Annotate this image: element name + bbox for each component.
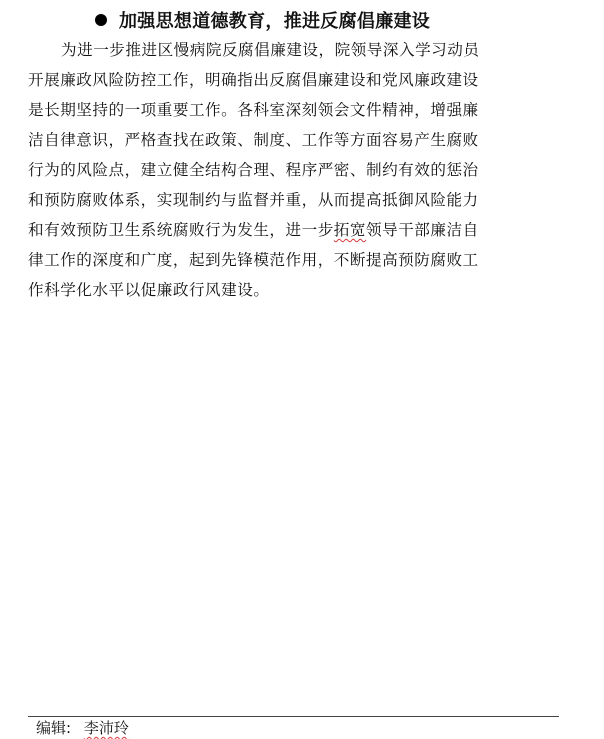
- editor-name: 李沛玲: [83, 719, 129, 737]
- paragraph-line: 洁自律意识，严格查找在政策、制度、工作等方面容易产生腐败: [28, 131, 479, 149]
- paragraph-line: 为进一步推进区慢病院反腐倡廉建设，院领导深入学习动员: [61, 41, 480, 59]
- paragraph-line: 和预防腐败体系，实现制约与监督并重，从而提高抵御风险能力: [28, 191, 479, 209]
- paragraph-line: [28, 215, 556, 245]
- paragraph-line: 律工作的深度和广度，起到先锋模范作用，不断提高预防腐败工: [28, 251, 479, 269]
- section-heading-text: 加强思想道德教育，推进反腐倡廉建设: [119, 11, 431, 32]
- spellcheck-underlined-word: 拓宽: [333, 221, 366, 239]
- paragraph-line: 是长期坚持的一项重要工作。各科室深刻领会文件精神，增强廉: [28, 101, 479, 119]
- paragraph-line: 行为的风险点，建立健全结构合理、程序严密、制约有效的惩治: [28, 161, 479, 179]
- section-heading: [95, 6, 430, 34]
- paragraph-line: 开展廉政风险防控工作，明确指出反腐倡廉建设和党风廉政建设: [28, 71, 479, 89]
- footer-divider: [28, 716, 559, 717]
- paragraph-line: 作科学化水平以促廉政行风建设。: [28, 281, 270, 299]
- editor-credit: [36, 718, 129, 738]
- editor-label: 编辑:: [36, 719, 72, 737]
- bullet-icon: [95, 14, 107, 26]
- paragraph-line-part: 领导干部廉洁自: [366, 221, 479, 239]
- paragraph-line-part: 和有效预防卫生系统腐败行为发生，进一步: [28, 221, 334, 239]
- body-paragraph: [28, 35, 556, 305]
